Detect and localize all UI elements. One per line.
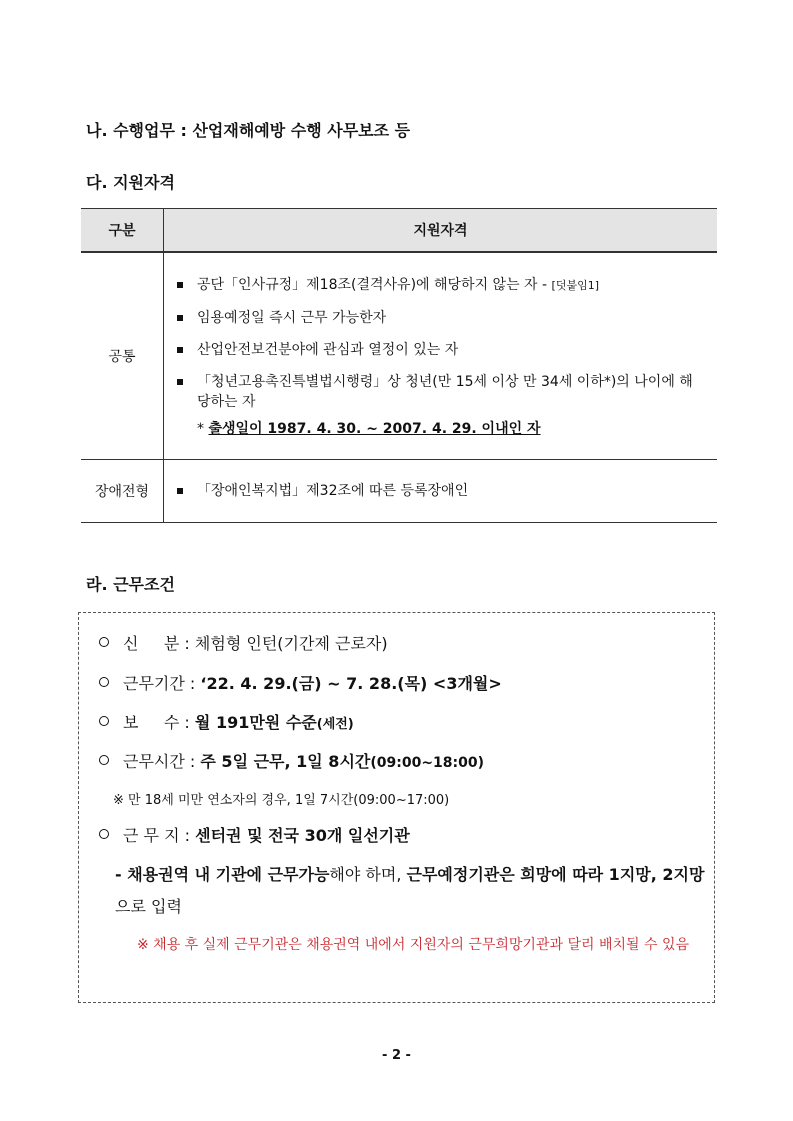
section-heading-qualification: 다. 지원자격	[86, 173, 175, 192]
circle-bullet-icon	[99, 716, 109, 726]
list-item-text: 「청년고용촉진특별법시행령」상 청년(만 15세 이상 만 34세 이하*)의 나이에 해당하는 자	[197, 373, 693, 410]
note-star: *	[197, 420, 209, 437]
place-detail-text: 해야 하며,	[329, 865, 407, 884]
list-item	[177, 372, 706, 412]
condition-label: 근무기간 :	[123, 674, 196, 693]
condition-value: 체험형 인턴(기간제 근로자)	[194, 634, 388, 653]
circle-bullet-icon	[99, 755, 109, 765]
table-row	[81, 252, 717, 460]
condition-pay	[99, 712, 354, 736]
table-header-row	[81, 209, 717, 253]
condition-value: 주 5일 근무, 1일 8시간	[200, 752, 371, 771]
place-detail-bold: 채용권역 내 기관에 근무가능	[127, 865, 330, 884]
birthdate-range: 출생일이 1987. 4. 30. ~ 2007. 4. 29. 이내인 자	[208, 420, 541, 437]
condition-value-suffix: (세전)	[316, 717, 354, 732]
condition-label: 보 수 :	[123, 713, 190, 732]
disabled-qualification-cell	[164, 460, 718, 523]
page-number: - 2 -	[382, 1048, 411, 1063]
condition-hours	[99, 751, 484, 774]
condition-value: ‘22. 4. 29.(금) ~ 7. 28.(목) <3개월>	[200, 674, 502, 693]
list-item	[177, 308, 706, 328]
list-item	[177, 275, 706, 296]
row-label-common: 공통	[81, 252, 164, 460]
appendix-tag: [덧붙임1]	[551, 278, 599, 292]
condition-place	[99, 825, 410, 847]
circle-bullet-icon	[99, 829, 109, 839]
square-bullet-icon	[177, 347, 183, 353]
square-bullet-icon	[177, 282, 183, 288]
qualification-table	[81, 208, 717, 523]
birthdate-note	[177, 418, 706, 440]
condition-value: 월 191만원 수준	[194, 713, 317, 732]
section-heading-duty: 나. 수행업무 : 산업재해예방 수행 사무보조 등	[86, 121, 411, 140]
condition-value: 센터권 및 전국 30개 일선기관	[195, 826, 410, 845]
circle-bullet-icon	[99, 677, 109, 687]
list-item-text: 산업안전보건분야에 관심과 열정이 있는 자	[197, 341, 459, 358]
dash-marker: -	[115, 865, 128, 884]
list-item-text: 임용예정일 즉시 근무 가능한자	[197, 309, 387, 326]
place-detail	[115, 859, 705, 923]
square-bullet-icon	[177, 379, 183, 385]
list-item	[177, 481, 706, 501]
row-label-disabled: 장애전형	[81, 460, 164, 523]
condition-period	[99, 673, 502, 695]
condition-value-suffix: (09:00~18:00)	[370, 755, 485, 771]
table-row	[81, 460, 717, 523]
condition-label: 근무시간 :	[123, 752, 196, 771]
circle-bullet-icon	[99, 637, 109, 647]
square-bullet-icon	[177, 488, 183, 494]
list-item	[177, 340, 706, 360]
assignment-note: ※ 채용 후 실제 근무기관은 채용권역 내에서 지원자의 근무희망기관과 달리 배치될 수 있음	[137, 937, 689, 953]
work-conditions-box	[78, 612, 715, 1003]
condition-status	[99, 633, 388, 655]
hours-note: ※ 만 18세 미만 연소자의 경우, 1일 7시간(09:00~17:00)	[113, 793, 450, 808]
section-heading-conditions: 라. 근무조건	[86, 575, 175, 594]
list-item-text: 「장애인복지법」제32조에 따른 등록장애인	[197, 483, 469, 499]
square-bullet-icon	[177, 315, 183, 321]
condition-label: 근 무 지 :	[123, 826, 191, 845]
common-qualifications-cell	[164, 252, 718, 460]
place-detail-bold: 근무예정기관은 희망에 따라 1지망, 2지망	[406, 865, 705, 884]
condition-label: 신 분 :	[123, 634, 190, 653]
table-header-category: 구분	[81, 209, 164, 253]
table-header-qualification: 지원자격	[164, 209, 718, 253]
place-detail-text: 으로 입력	[115, 897, 182, 916]
list-item-text: 공단「인사규정」제18조(결격사유)에 해당하지 않는 자 -	[197, 276, 552, 293]
